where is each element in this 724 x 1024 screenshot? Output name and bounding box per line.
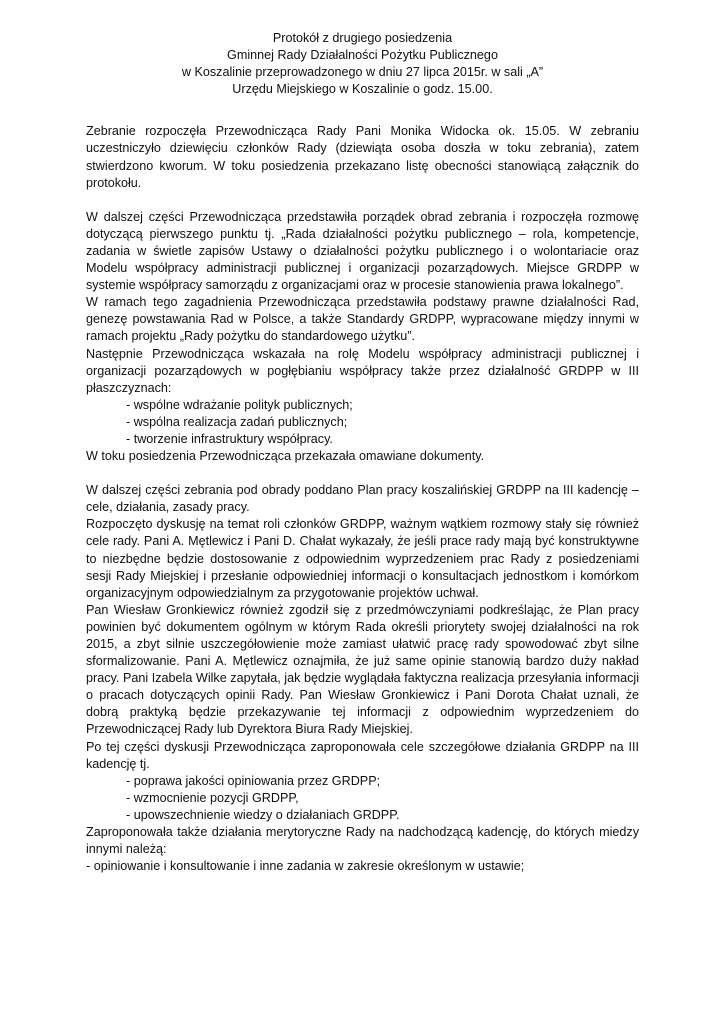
paragraph-opening: Zebranie rozpoczęła Przewodnicząca Rady Pani Monika Widocka ok. 15.05. W zebraniu uczestniczyło dziewięciu członków Rady (dziewiąta osoba doszła w toku zebrania), zatem stwierdzono kworum. W toku posiedzenia przekazano listę obecności stanowiącą załącznik do protokołu.: [86, 124, 639, 190]
document-title: [86, 30, 639, 98]
document-page: [86, 30, 639, 875]
paragraph-work-plan: W dalszej części zebrania pod obrady poddano Plan pracy koszalińskiej GRDPP na III kadencję – cele, działania, zasady pracy.: [86, 483, 639, 515]
paragraph-gronkiewicz: Pan Wiesław Gronkiewicz również zgodził się z przedmówczyniami podkreślając, że Plan pracy powinien być dokumentem ogólnym w którym Rada określi priorytety swojej działalności na rok 2015, a zbyt silnie uszczegółowienie może zamiast ułatwić pracę rady spowodować zbyt silne sformalizowanie. Pani A. Mętlewicz oznajmiła, że już same opinie stanowią bardzo duży nakład pracy. Pani Izabela Wilke zapytała, jak będzie wyglądała faktyczna realizacja przesyłania informacji o pracach dotyczących opinii Rady. Pan Wiesław Gronkiewicz i Pani Dorota Chałat uznali, że dobrą praktyką będzie przekazywanie tej informacji z odpowiednim wyprzedzeniem do Przewodniczącej Rady lub Dyrektora Biura Rady Miejskiej.: [86, 602, 639, 737]
list-planes: [86, 397, 639, 448]
paragraph-documents: W toku posiedzenia Przewodnicząca przekazała omawiane dokumenty.: [86, 449, 485, 464]
title-line-1: Protokół z drugiego posiedzenia: [272, 31, 453, 45]
title-line-3: w Koszalinie przeprowadzonego w dniu 27 lipca 2015r. w sali „A”: [181, 65, 544, 80]
list-goals: [86, 773, 639, 824]
spacer: [86, 465, 639, 482]
list-item: - tworzenie infrastruktury współpracy.: [126, 431, 333, 446]
paragraph-discussion: Rozpoczęto dyskusję na temat roli członków GRDPP, ważnym wątkiem rozmowy stały się również cele rady. Pani A. Mętlewicz i Pani D. Chałat wykazały, że jeśli prace rady mają być konstruktywne to niezbędne będzie dostosowanie z odpowiednim wyprzedzeniem prac Rady z posiedzeniami sesji Rady Miejskiej i przesłanie odpowiedniej informacji o konsultacjach jednostkom i komórkom organizacyjnym odpowiedzialnym za przygotowanie projektów uchwał.: [86, 517, 639, 600]
spacer: [86, 192, 639, 209]
title-line-2: Gminnej Rady Działalności Pożytku Publicznego: [227, 48, 498, 63]
list-activities: [86, 858, 639, 875]
list-item: - wspólna realizacja zadań publicznych;: [126, 414, 348, 429]
list-item: - wzmocnienie pozycji GRDPP,: [126, 790, 299, 805]
title-line-4: Urzędu Miejskiego w Koszalinie o godz. 15.00.: [232, 82, 493, 97]
paragraph-activities: Zaproponowała także działania merytoryczne Rady na nadchodzącą kadencję, do których miedzy innymi należą:: [86, 825, 639, 857]
paragraph-goals: Po tej części dyskusji Przewodnicząca zaproponowała cele szczegółowe działania GRDPP na III kadencję tj.: [86, 739, 639, 771]
paragraph-agenda: W dalszej części Przewodnicząca przedstawiła porządek obrad zebrania i rozpoczęła rozmowę dotyczącą pierwszego punktu tj. „Rada działalności pożytku publicznego – rola, kompetencje, zadania w świetle zapisów Ustawy o działalności pożytku publicznego i o wolontariacie oraz Modelu współpracy administracji publicznej i organizacji pozarządowych. Miejsce GRDPP w systemie współpracy samorządu z organizacjami oraz w procesie stanowienia prawa lokalnego”.: [86, 209, 639, 293]
paragraph-cooperation-model: Następnie Przewodnicząca wskazała na rolę Modelu współpracy administracji publicznej i organizacji pozarządowych w pogłębianiu współpracy także przez działalność GRDPP w III płaszczyznach:: [86, 346, 639, 395]
list-item: - poprawa jakości opiniowania przez GRDPP;: [126, 773, 381, 788]
list-item: - opiniowanie i konsultowanie i inne zadania w zakresie określonym w ustawie;: [86, 859, 525, 874]
list-item: - wspólne wdrażanie polityk publicznych;: [126, 397, 353, 412]
list-item: - upowszechnienie wiedzy o działaniach GRDPP.: [126, 807, 400, 822]
paragraph-legal-basis: W ramach tego zagadnienia Przewodnicząca przedstawiła podstawy prawne działalności Rad, genezę powstawania Rad w Polsce, a także Standardy GRDPP, wypracowane między innymi w ramach projektu „Rady pożytku do standardowego użytku”.: [86, 295, 639, 344]
